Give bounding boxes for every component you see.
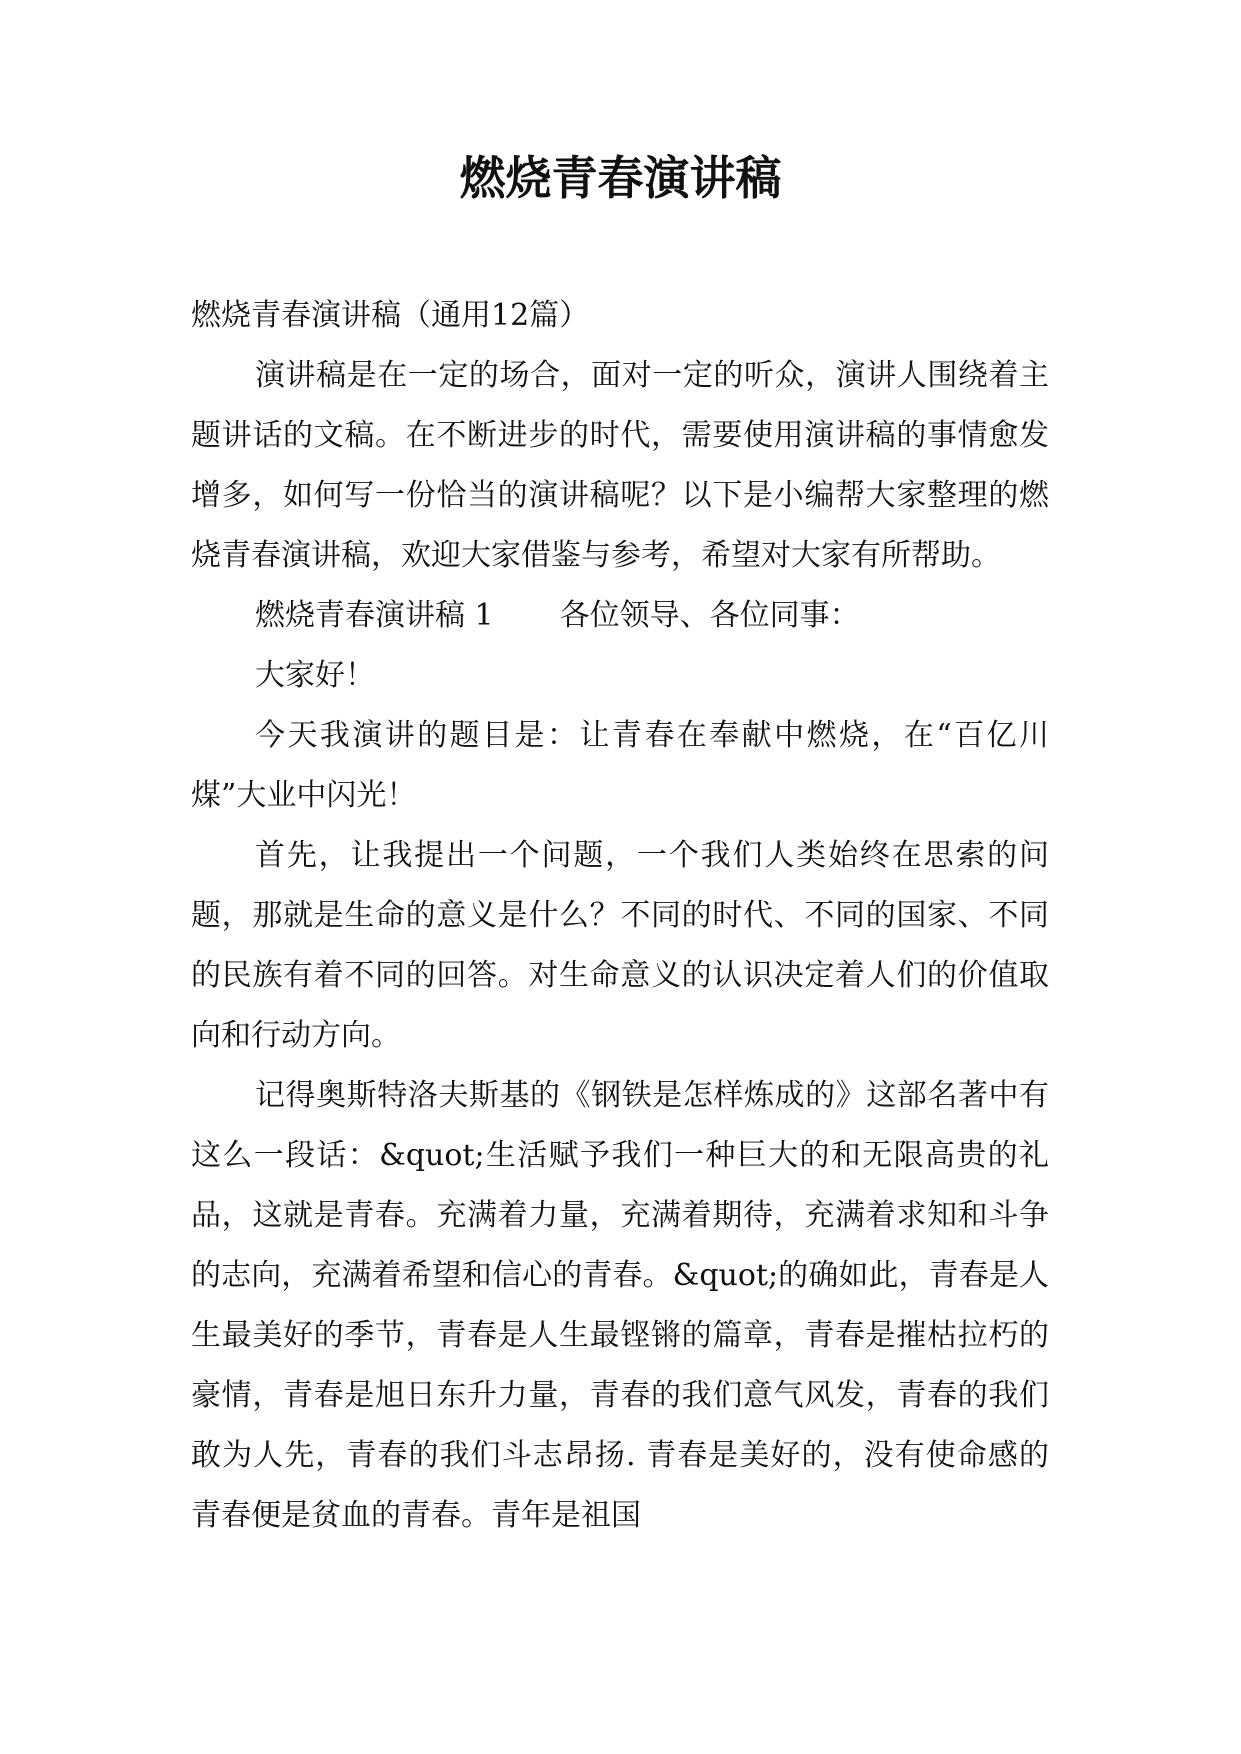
document-subtitle: 燃烧青春演讲稿（通用12篇） (191, 298, 590, 333)
body-paragraph: 记得奥斯特洛夫斯基的《钢铁是怎样炼成的》这部名著中有这么一段话：&quot;生活赋予我们一种巨大的和无限高贵的礼品，这就是青春。充满着力量，充满着期待，充满着求知和斗争的志向，充满着希望和信心的青春。&quot;的确如此，青春是人生最美好的季节，青春是人生最铿锵的篇章，青春是摧枯拉朽的豪情，青春是旭日东升力量，青春的我们意气风发，青春的我们敢为人先，青春的我们斗志昂扬. 青春是美好的，没有使命感的青春便是贫血的青春。青年是祖国 (191, 1078, 1049, 1533)
section-heading-line (191, 586, 1049, 646)
salutation: 各位领导、各位同事： (559, 598, 860, 633)
greeting: 大家好！ (255, 658, 375, 693)
intro-paragraph: 演讲稿是在一定的场合，面对一定的听众，演讲人围绕着主题讲话的文稿。在不断进步的时代，需要使用演讲稿的事情愈发增多，如何写一份恰当的演讲稿呢？以下是小编帮大家整理的燃烧青春演讲稿，欢迎大家借鉴与参考，希望对大家有所帮助。 (191, 358, 1049, 573)
body-paragraph: 首先，让我提出一个问题，一个我们人类始终在思索的问题，那就是生命的意义是什么？不同的时代、不同的国家、不同的民族有着不同的回答。对生命意义的认识决定着人们的价值取向和行动方向。 (191, 838, 1049, 1053)
document-body (191, 286, 1049, 1546)
document-title: 燃烧青春演讲稿 (459, 151, 782, 205)
body-paragraph: 今天我演讲的题目是：让青春在奉献中燃烧，在“百亿川煤”大业中闪光！ (191, 718, 1049, 813)
section-heading: 燃烧青春演讲稿 1 (255, 598, 494, 633)
